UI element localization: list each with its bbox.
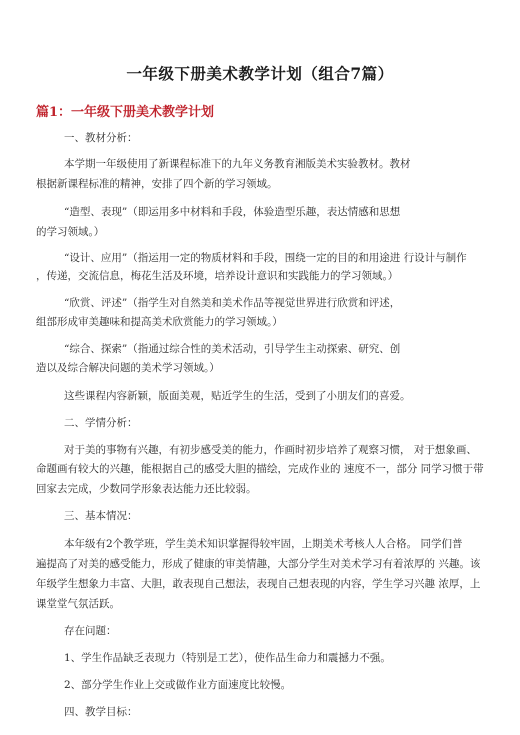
section-label-basics: 三、基本情况： — [64, 510, 138, 522]
section-label-goals: 四、教学目标： — [64, 706, 138, 718]
paragraph-line: 年级学生想象力丰富、大胆，敢表现自己想法，表现自己想表现的内容，学生学习兴趣 浓厚，上 — [36, 578, 481, 590]
subheading-problems: 存在问题： — [64, 625, 117, 637]
section-label-learners: 二、学情分析： — [64, 417, 138, 429]
paragraph-line: “设计、应用”（指运用一定的物质材料和手段，围绕一定的目的和用途进 行设计与制作 — [64, 252, 467, 264]
paragraph-line: 本学期一年级使用了新课程标准下的九年义务教育湘版美术实验教材。教材 — [64, 158, 411, 170]
paragraph-line: 命题画有较大的兴趣，能根据自己的感受大胆的描绘，完成作业的 速度不一，部分 同学习惯于带 — [36, 463, 484, 475]
paragraph-line: “综合、探索”（指通过综合性的美术活动，引导学生主动探索、研究、创 — [64, 343, 401, 355]
section-heading: 篇1：一年级下册美术教学计划 — [36, 105, 215, 120]
section-label-materials: 一、教材分析： — [64, 132, 138, 144]
paragraph-line: “造型、表现”（即运用多中材料和手段，体验造型乐趣，表达情感和思想 — [64, 206, 401, 218]
paragraph-line: ，传递，交流信息，梅花生活及环境，培养设计意识和实践能力的学习领域。） — [36, 270, 399, 282]
paragraph-line: 遍提高了对美的感受能力，形成了健康的审美情趣，大部分学生对美术学习有着浓厚的 兴趣。该 — [36, 558, 481, 570]
paragraph-line: 课堂堂气氛活跃。 — [36, 598, 120, 610]
paragraph-line: 对于美的事物有兴趣，有初步感受美的能力，作画时初步培养了观察习惯， 对于想象画、 — [64, 444, 477, 456]
paragraph-line: 的学习领域。） — [36, 226, 105, 238]
paragraph-line: 回家去完成，少数同学形象表达能力还比较弱。 — [36, 483, 257, 495]
paragraph-line: 根据新课程标准的精神，安排了四个新的学习领域。 — [36, 178, 278, 190]
paragraph-line: “欣赏、评述”（指学生对自然美和美术作品等视觉世界进行欣赏和评述， — [64, 297, 401, 309]
paragraph-line: 组部形成审美趣味和提高美术欣赏能力的学习领域。） — [36, 316, 283, 328]
paragraph-line: 造以及综合解决问题的美术学习领域。） — [36, 362, 220, 374]
paragraph-line: 本年级有2个教学班，学生美术知识掌握得较牢固，上期美术考核人人合格。 同学们普 — [64, 538, 463, 550]
list-item: 2、部分学生作业上交或做作业方面速度比较慢。 — [64, 679, 292, 691]
document-title: 一年级下册美术教学计划（组合7篇） — [126, 64, 394, 83]
paragraph-line: 这些课程内容新颖，版面美观，贴近学生的生活，受到了小朋友们的喜爱。 — [64, 390, 411, 402]
list-item: 1、学生作品缺乏表现力（特别是工艺），使作品生命力和震撼力不强。 — [64, 652, 391, 664]
